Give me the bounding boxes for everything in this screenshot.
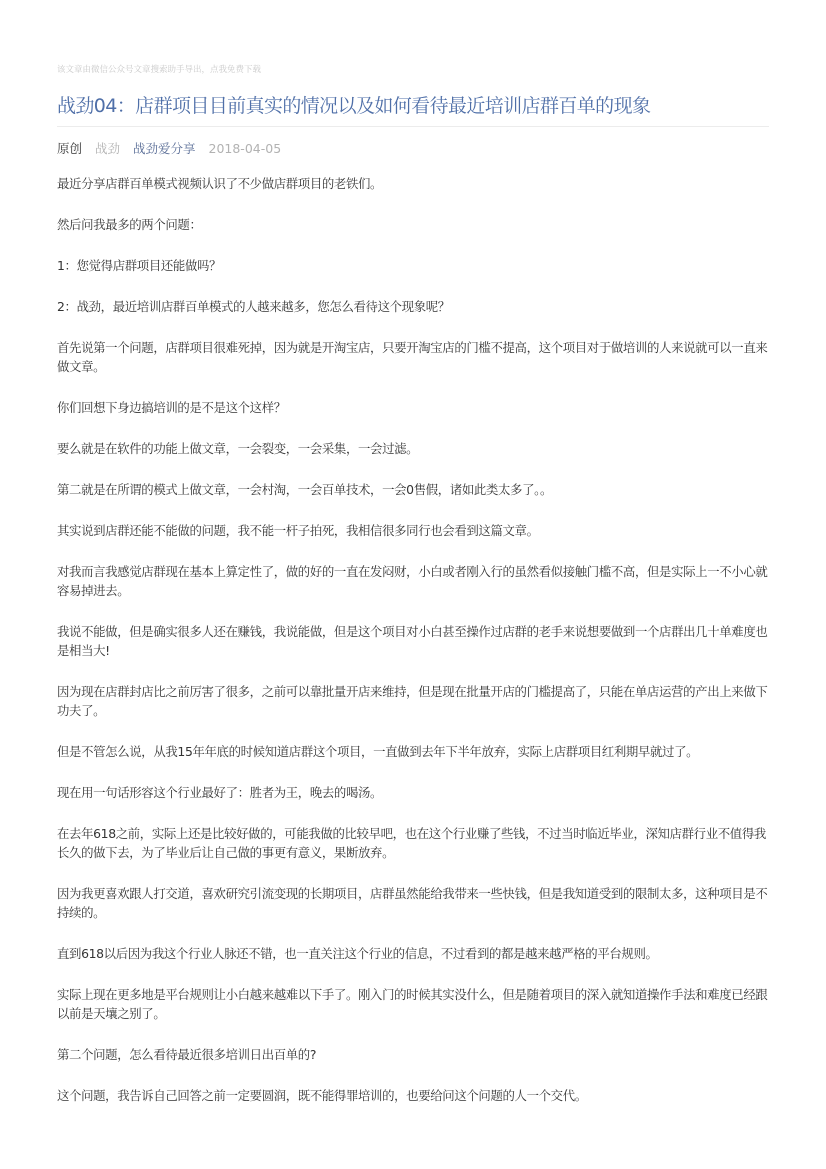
paragraph: 最近分享店群百单模式视频认识了不少做店群项目的老铁们。 [57, 176, 383, 191]
article-title: 战劲04：店群项目目前真实的情况以及如何看待最近培训店群百单的现象 [57, 95, 651, 117]
paragraph: 第二个问题，怎么看待最近很多培训日出百单的? [57, 1047, 317, 1062]
original-badge: 原创 [57, 141, 83, 156]
paragraph: 1：您觉得店群项目还能做吗？ [57, 258, 222, 273]
account-link[interactable]: 战劲爱分享 [133, 141, 196, 156]
paragraph: 现在用一句话形容这个行业最好了：胜者为王，晚去的喝汤。 [57, 785, 383, 800]
paragraph: 直到618以后因为我这个行业人脉还不错，也一直关注这个行业的信息，不过看到的都是越来越严格的平台规则。 [57, 946, 658, 961]
paragraph: 对我而言我感觉店群现在基本上算定性了，做的好的一直在发闷财，小白或者刚入行的虽然看似接触门槛不高，但是实际上一不小心就容易掉进去。 [57, 564, 768, 598]
paragraph: 其实说到店群还能不能做的问题，我不能一杆子拍死，我相信很多同行也会看到这篇文章。 [57, 523, 539, 538]
paragraph: 2：战劲，最近培训店群百单模式的人越来越多，您怎么看待这个现象呢？ [57, 299, 450, 314]
publish-date: 2018-04-05 [208, 141, 282, 156]
paragraph: 要么就是在软件的功能上做文章，一会裂变，一会采集，一会过滤。 [57, 441, 419, 456]
paragraph: 然后问我最多的两个问题： [57, 217, 202, 232]
paragraph: 我说不能做，但是确实很多人还在赚钱，我说能做，但是这个项目对小白甚至操作过店群的老手来说想要做到一个店群出几十单难度也是相当大! [57, 624, 768, 658]
export-note-link[interactable]: 该文章由微信公众号文章搜索助手导出，点我免费下载 [57, 65, 262, 75]
author-name: 战劲 [95, 141, 121, 156]
article-body [57, 174, 769, 1127]
paragraph: 你们回想下身边搞培训的是不是这个这样？ [57, 400, 286, 415]
paragraph: 首先说第一个问题，店群项目很难死掉，因为就是开淘宝店，只要开淘宝店的门槛不提高，这个项目对于做培训的人来说就可以一直来做文章。 [57, 340, 768, 374]
paragraph: 因为现在店群封店比之前厉害了很多，之前可以靠批量开店来维持，但是现在批量开店的门槛提高了，只能在单店运营的产出上来做下功夫了。 [57, 684, 768, 718]
paragraph: 第二就是在所谓的模式上做文章，一会村淘，一会百单技术，一会0售假，诸如此类太多了。。 [57, 482, 552, 497]
title-divider [57, 126, 769, 127]
paragraph: 但是不管怎么说，从我15年年底的时候知道店群这个项目，一直做到去年下半年放弃，实际上店群项目红利期早就过了。 [57, 744, 699, 759]
paragraph: 在去年618之前，实际上还是比较好做的，可能我做的比较早吧，也在这个行业赚了些钱，不过当时临近毕业，深知店群行业不值得我长久的做下去，为了毕业后让自己做的事更有意义，果断放弃。 [57, 826, 766, 860]
paragraph: 因为我更喜欢跟人打交道，喜欢研究引流变现的长期项目，店群虽然能给我带来一些快钱，但是我知道受到的限制太多，这种项目是不持续的。 [57, 886, 768, 920]
paragraph: 实际上现在更多地是平台规则让小白越来越难以下手了。刚入门的时候其实没什么，但是随着项目的深入就知道操作手法和难度已经跟以前是天壤之别了。 [57, 987, 768, 1021]
paragraph: 这个问题，我告诉自己回答之前一定要圆润，既不能得罪培训的，也要给问这个问题的人一个交代。 [57, 1088, 587, 1103]
article-meta [57, 141, 290, 157]
